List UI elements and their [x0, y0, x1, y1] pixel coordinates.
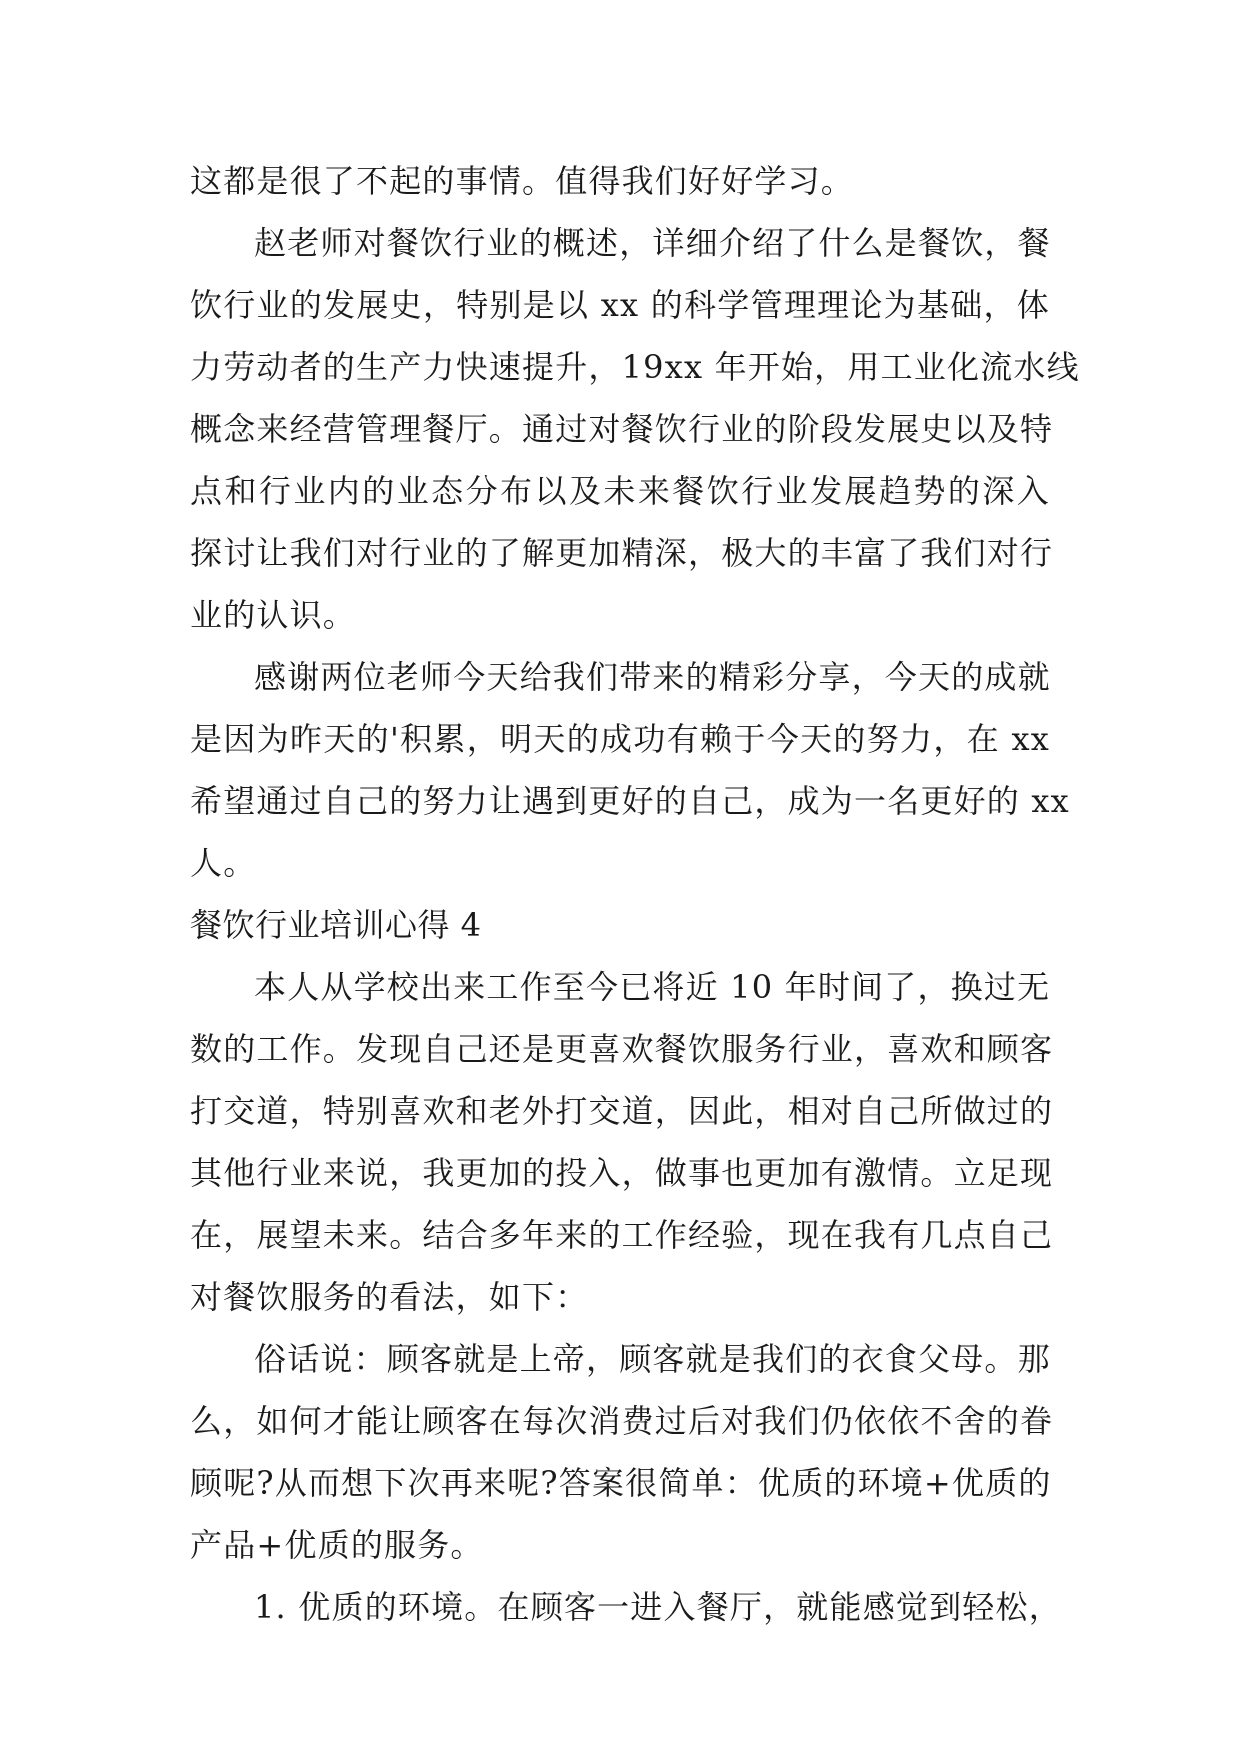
- paragraph-line: 对餐饮服务的看法，如下：: [190, 1278, 589, 1316]
- paragraph-line: 顾呢?从而想下次再来呢?答案很简单：优质的环境+优质的: [190, 1464, 1052, 1502]
- paragraph-line: 产品+优质的服务。: [190, 1526, 484, 1564]
- paragraph-line: 点和行业内的业态分布以及未来餐饮行业发展趋势的深入: [190, 472, 1050, 510]
- paragraph-line: 赵老师对餐饮行业的概述，详细介绍了什么是餐饮，餐: [254, 224, 1051, 262]
- paragraph-line: 么，如何才能让顾客在每次消费过后对我们仍依依不舍的眷: [190, 1402, 1054, 1440]
- paragraph-line: 感谢两位老师今天给我们带来的精彩分享，今天的成就: [254, 658, 1051, 696]
- paragraph-line: 数的工作。发现自己还是更喜欢餐饮服务行业，喜欢和顾客: [190, 1030, 1054, 1068]
- paragraph-line: 其他行业来说，我更加的投入，做事也更加有激情。立足现: [190, 1154, 1054, 1192]
- paragraph-line: 打交道，特别喜欢和老外打交道，因此，相对自己所做过的: [190, 1092, 1054, 1130]
- paragraph-line: 探讨让我们对行业的了解更加精深，极大的丰富了我们对行: [190, 534, 1054, 572]
- paragraph-line: 在，展望未来。结合多年来的工作经验，现在我有几点自己: [190, 1216, 1054, 1254]
- paragraph-line: 希望通过自己的努力让遇到更好的自己，成为一名更好的 xx: [190, 782, 1070, 820]
- paragraph-line: 本人从学校出来工作至今已将近 10 年时间了，换过无: [254, 968, 1051, 1006]
- section-heading: 餐饮行业培训心得 4: [190, 906, 482, 944]
- paragraph-line: 俗话说：顾客就是上帝，顾客就是我们的衣食父母。那: [254, 1340, 1051, 1378]
- paragraph-line: 人。: [190, 844, 257, 882]
- paragraph-line: 饮行业的发展史，特别是以 xx 的科学管理理论为基础，体: [190, 286, 1050, 324]
- paragraph-line: 这都是很了不起的事情。值得我们好好学习。: [190, 162, 855, 200]
- list-item-line: 1. 优质的环境。在顾客一进入餐厅，就能感觉到轻松，: [254, 1588, 1062, 1626]
- document-page: [190, 150, 1080, 1638]
- paragraph-line: 是因为昨天的'积累，明天的成功有赖于今天的努力，在 xx: [190, 720, 1050, 758]
- paragraph-line: 概念来经营管理餐厅。通过对餐饮行业的阶段发展史以及特: [190, 410, 1054, 448]
- paragraph-line: 业的认识。: [190, 596, 357, 634]
- paragraph-line: 力劳动者的生产力快速提升，19xx 年开始，用工业化流水线: [190, 348, 1080, 386]
